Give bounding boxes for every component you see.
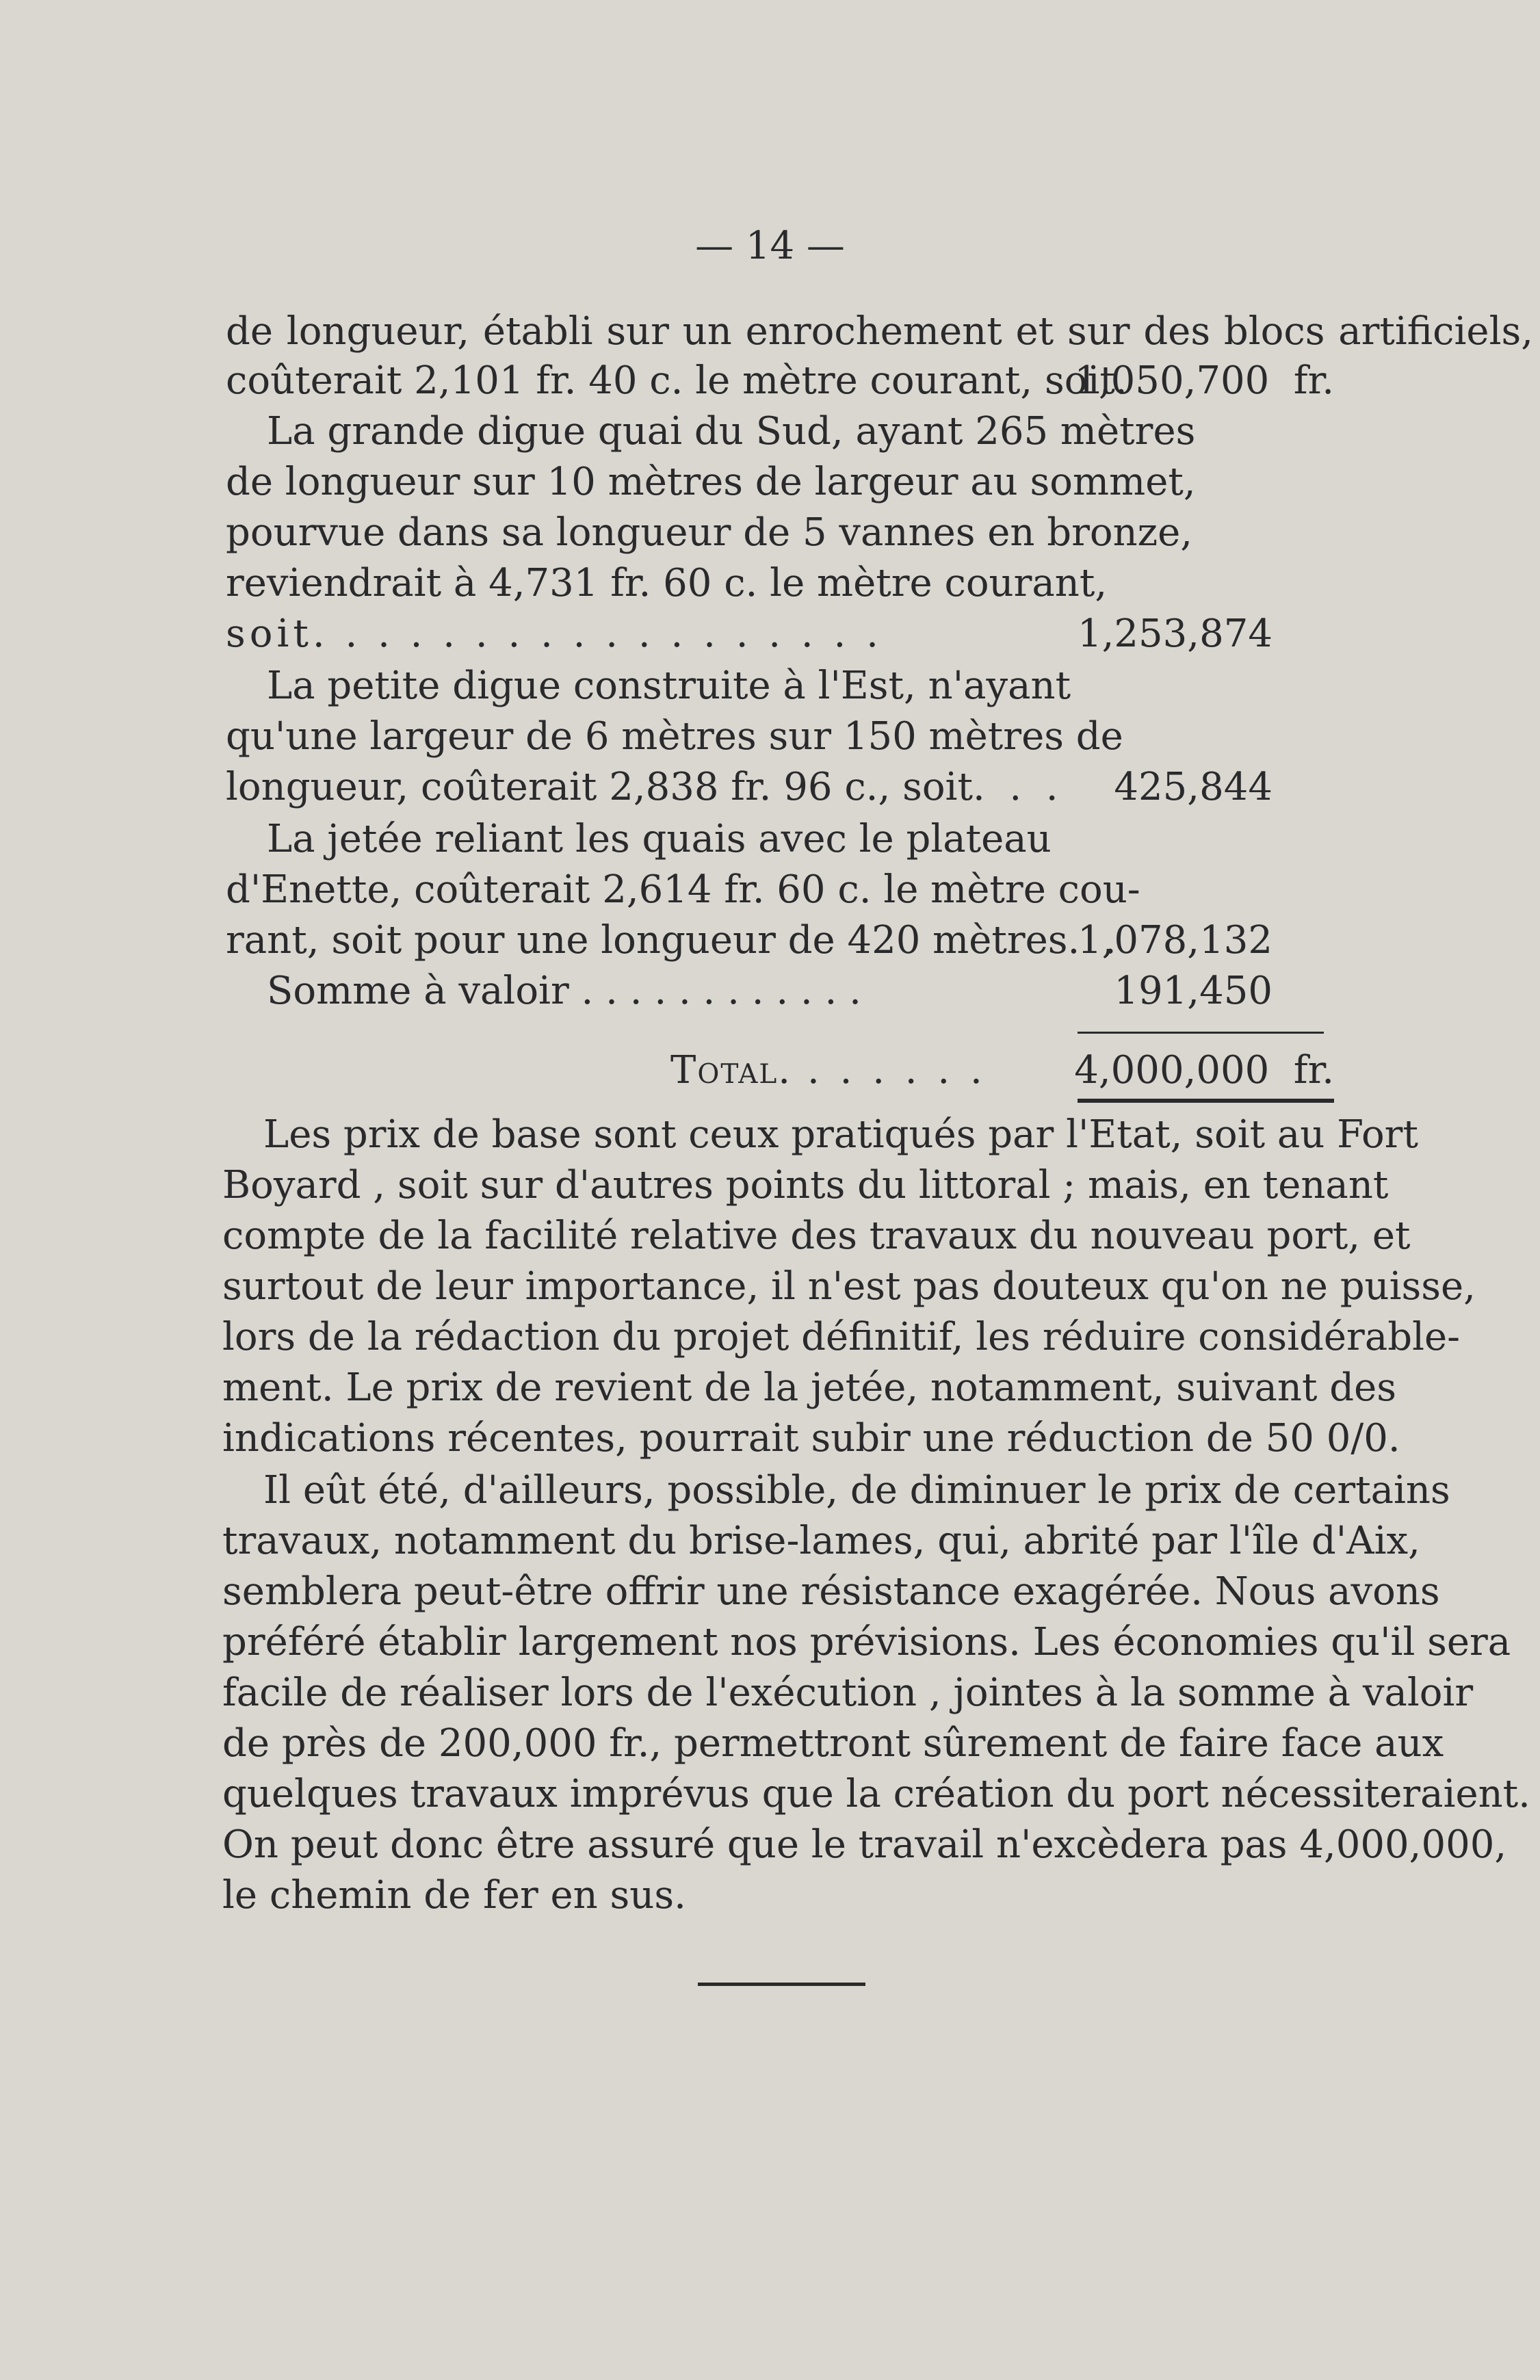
text-line: quelques travaux imprévus que la création du port nécessiteraient. [222,1772,1530,1816]
total-double-rule [1078,1099,1334,1103]
text-line: de près de 200,000 fr., permettront sûrement de faire face aux [222,1721,1444,1766]
text-line: longueur, coûterait 2,838 fr. 96 c., soit. . . [226,765,1058,809]
text-line: d'Enette, coûterait 2,614 fr. 60 c. le mètre cou- [226,867,1140,912]
text-line: La jetée reliant les quais avec le plateau [267,817,1052,861]
text-line: coûterait 2,101 fr. 40 c. le mètre courant, soit. [226,358,1127,403]
text-line: indications récentes, pourrait subir une réduction de 50 0/0. [222,1416,1400,1461]
end-rule [698,1983,865,1986]
text-line: Boyard , soit sur d'autres points du littoral ; mais, en tenant [222,1163,1389,1207]
text-line: de longueur, établi sur un enrochement et sur des blocs artificiels, [226,309,1534,354]
text-line: semblera peut-être offrir une résistance exagérée. Nous avons [222,1569,1440,1614]
text-line: Somme à valoir . . . . . . . . . . . . [267,969,861,1013]
text-line: le chemin de fer en sus. [222,1873,686,1918]
total-label: Total. [670,1048,792,1093]
total-amount: 4,000,000 fr. [1074,1048,1334,1093]
text-line: Il eût été, d'ailleurs, possible, de diminuer le prix de certains [263,1468,1450,1513]
text-line: ment. Le prix de revient de la jetée, notamment, suivant des [222,1365,1397,1410]
text-line: reviendrait à 4,731 fr. 60 c. le mètre courant, [226,561,1108,605]
text-line: travaux, notamment du brise-lames, qui, abrité par l'île d'Aix, [222,1519,1420,1563]
cost-amount-brise-lames: 1,050,700 fr. [1074,358,1334,403]
text-line: compte de la facilité relative des travaux du nouveau port, et [222,1214,1411,1258]
text-line: On peut donc être assuré que le travail n'excèdera pas 4,000,000, [222,1822,1507,1867]
text-line: surtout de leur importance, il n'est pas douteux qu'on ne puisse, [222,1264,1476,1309]
text-line: préféré établir largement nos prévisions. Les économies qu'il sera [222,1620,1511,1664]
text-line: La petite digue construite à l'Est, n'ayant [267,664,1071,708]
cost-amount-jetee: 1,078,132 [1077,918,1273,963]
text-line: facile de réaliser lors de l'exécution , jointes à la somme à valoir [222,1671,1474,1715]
text-line: pourvue dans sa longueur de 5 vannes en bronze, [226,510,1193,555]
total-dots: . . . . . . [807,1048,987,1093]
cost-amount-petite-digue: 425,844 [1114,765,1273,809]
page-number: — 14 — [695,224,845,268]
text-line: Les prix de base sont ceux pratiqués par l'Etat, soit au Fort [263,1112,1418,1157]
cost-amount-somme-a-valoir: 191,450 [1114,969,1273,1013]
text-line: qu'une largeur de 6 mètres sur 150 mètres de [226,714,1123,759]
sum-rule [1078,1032,1324,1034]
text-line: La grande digue quai du Sud, ayant 265 mètres [267,409,1196,454]
text-line: lors de la rédaction du projet définitif, les réduire considérable- [222,1315,1461,1359]
text-line: de longueur sur 10 mètres de largeur au sommet, [226,460,1196,504]
text-line: rant, soit pour une longueur de 420 mètres. . [226,918,1117,963]
text-line: soit. . . . . . . . . . . . . . . . . . [226,612,883,656]
cost-amount-digue-sud: 1,253,874 [1077,612,1273,656]
